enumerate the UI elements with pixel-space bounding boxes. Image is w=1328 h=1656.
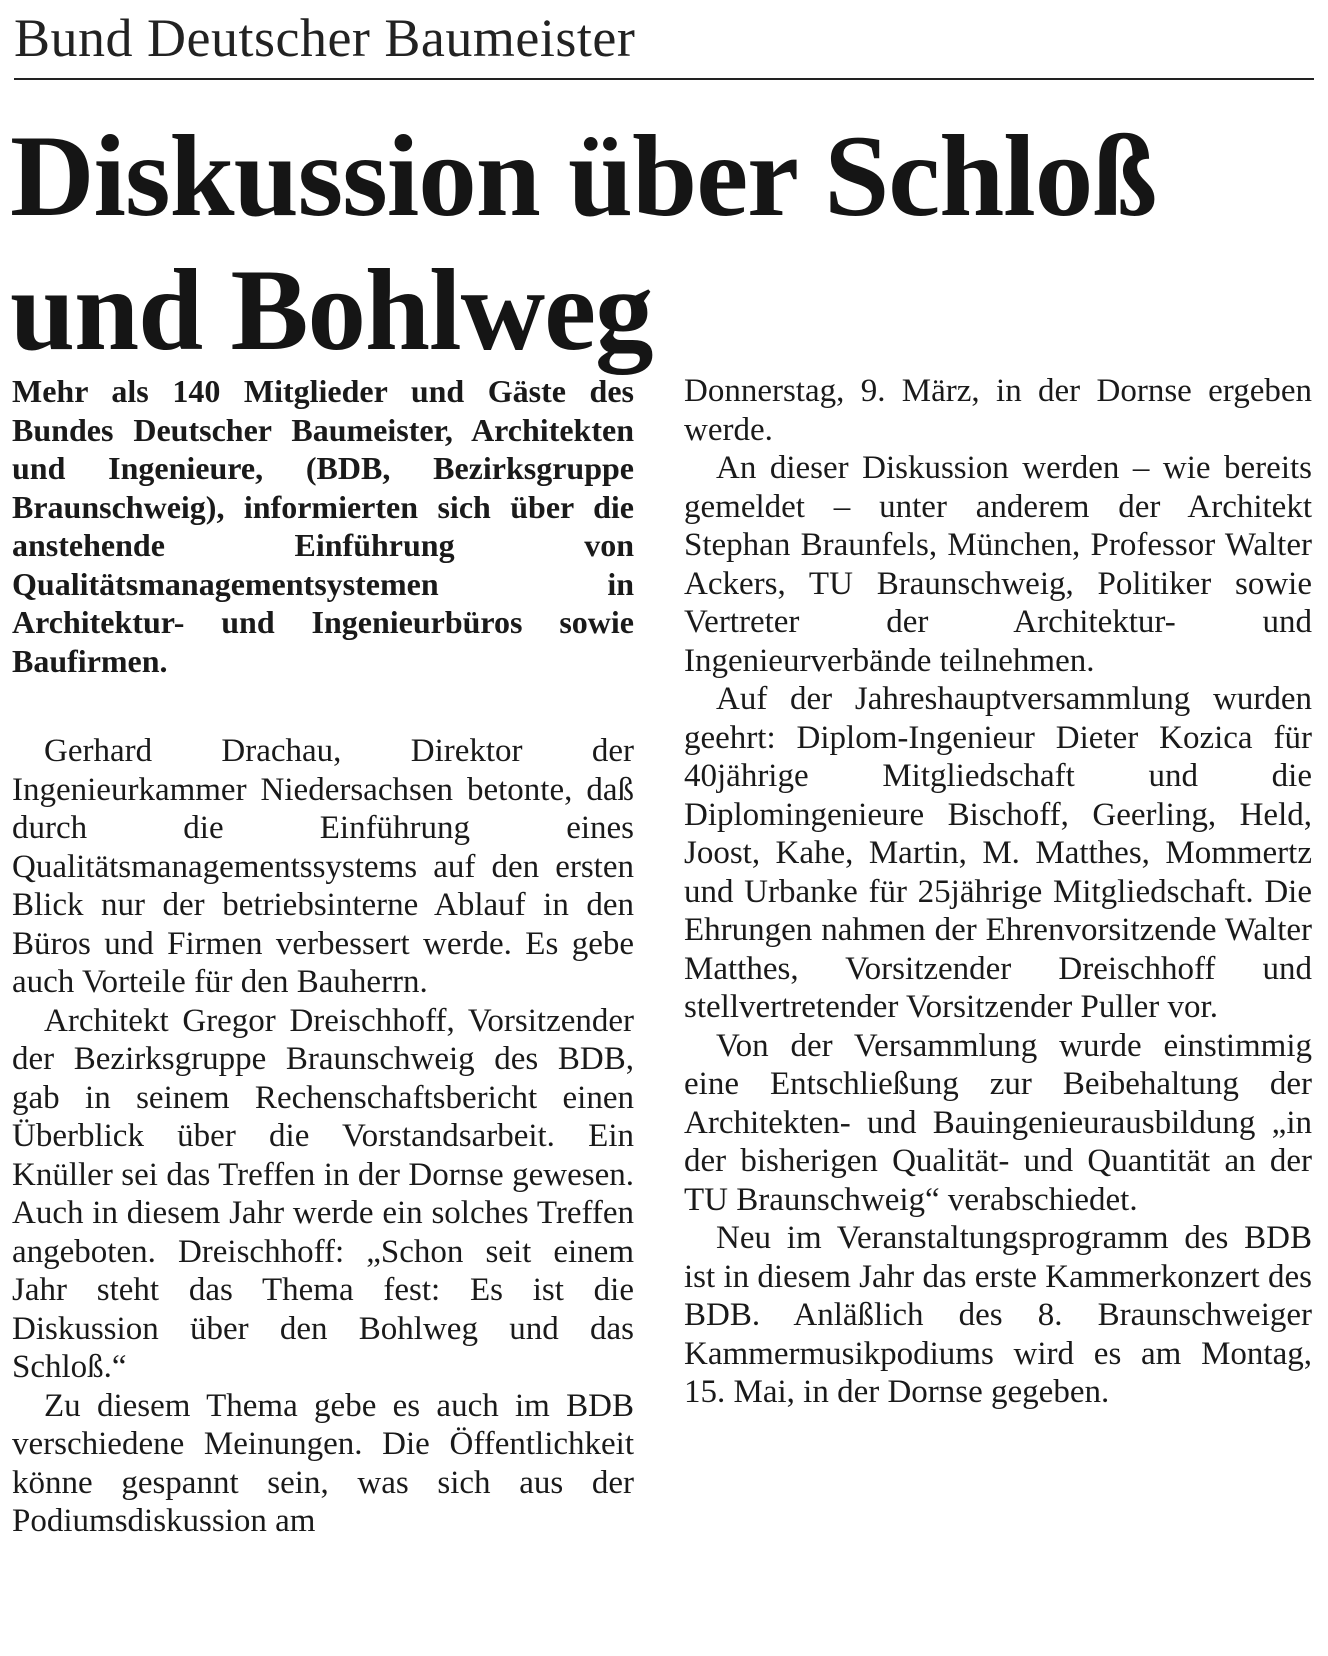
article-headline: [10, 110, 1320, 378]
body-paragraph: Gerhard Drachau, Direktor der Ingenieurkammer Niedersachsen betonte, daß durch die Einführung eines Qualitätsmanagementssystems auf den ersten Blick nur der betriebsinterne Ablauf in den Büros und Firmen verbessert werde. Es gebe auch Vorteile für den Bauherrn.: [12, 733, 634, 1000]
headline-line-1: Diskussion über Schloß: [10, 112, 1157, 241]
article-lead: Mehr als 140 Mitglieder und Gäste des Bundes Deutscher Baumeister, Architekten und Ingenieure, (BDB, Bezirksgruppe Braunschweig), informierten sich über die anstehende Einführung von Qualitätsmanagementsystemen in Architektur- und Ingenieurbüros sowie Baufirmen.: [12, 373, 634, 679]
body-paragraph: Zu diesem Thema gebe es auch im BDB verschiedene Meinungen. Die Öffentlichkeit könne gespannt sein, was sich aus der Podiumsdiskussion am: [12, 1387, 634, 1539]
rubric-divider: [14, 78, 1314, 80]
body-paragraph: Architekt Gregor Dreischhoff, Vorsitzender der Bezirksgruppe Braunschweig des BDB, gab in seinem Rechenschaftsbericht einen Überblick über die Vorstandsarbeit. Ein Knüller sei das Treffen in der Dornse gewesen. Auch in diesem Jahr werde ein solches Treffen angeboten. Dreischhoff: „Schon seit einem Jahr steht das Thema fest: Es ist die Diskussion über den Bohlweg und das Schloß.“: [12, 1002, 634, 1385]
body-paragraph: Von der Versammlung wurde einstimmig eine Entschließung zur Beibehaltung der Architekten- und Bauingenieurausbildung „in der bisherigen Qualität- und Quantität an der TU Braunschweig“ verabschiedet.: [684, 1027, 1312, 1218]
body-paragraph: An dieser Diskussion werden – wie bereits gemeldet – unter anderem der Architekt Stephan Braunfels, München, Professor Walter Ackers, TU Braunschweig, Politiker sowie Vertreter der Architektur- und Ingenieurverbände teilnehmen.: [684, 450, 1312, 679]
body-paragraph: Neu im Veranstaltungsprogramm des BDB ist in diesem Jahr das erste Kammerkonzert des BDB. Anläßlich des 8. Braunschweiger Kammermusikpodiums wird es am Montag, 15. Mai, in der Dornse gegeben.: [684, 1220, 1312, 1410]
column-right: [684, 372, 1312, 1412]
body-paragraph: Auf der Jahreshauptversammlung wurden geehrt: Diplom-Ingenieur Dieter Kozica für 40jährige Mitgliedschaft und die Diplomingenieure Bischoff, Geerling, Held, Joost, Kahe, Martin, M. Matthes, Mommertz und Urbanke für 25jährige Mitgliedschaft. Die Ehrungen nahmen der Ehrenvorsitzende Walter Matthes, Vorsitzender Dreischhoff und stellvertretender Vorsitzender Puller vor.: [684, 681, 1312, 1025]
section-rubric: Bund Deutscher Baumeister: [14, 8, 636, 68]
body-paragraph-continued: Donnerstag, 9. März, in der Dornse ergeben werde.: [684, 373, 1312, 448]
column-left: [12, 372, 634, 1541]
headline-line-2: und Bohlweg: [10, 246, 653, 375]
